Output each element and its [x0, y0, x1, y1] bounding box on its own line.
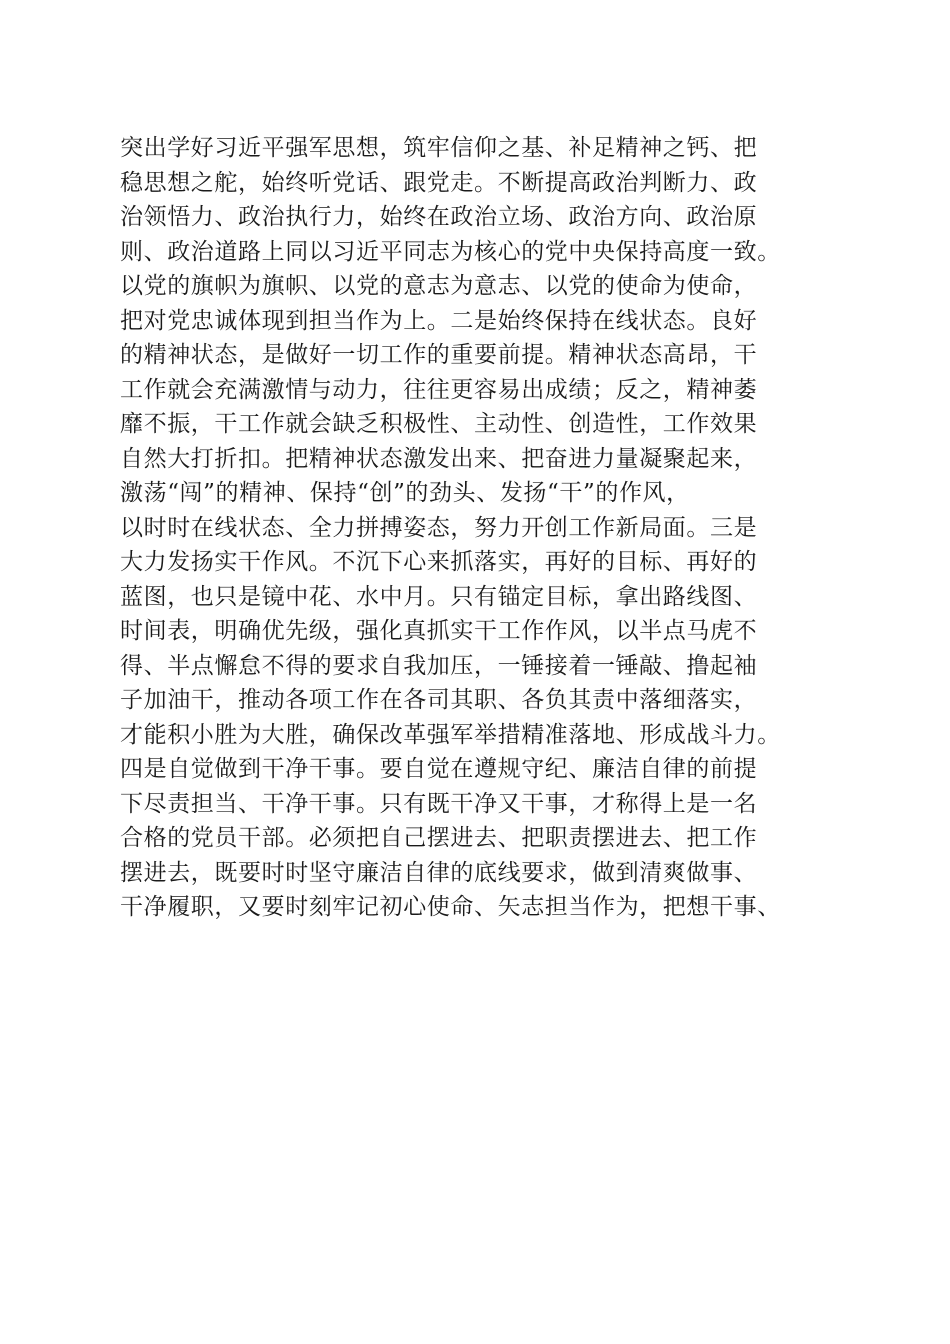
text-line: 则、政治道路上同以习近平同志为核心的党中央保持高度一致。	[120, 238, 781, 265]
text-line: 合格的党员干部。必须把自己摆进去、把职责摆进去、把工作	[120, 825, 758, 851]
text-line: 稳思想之舵，始终听党话、跟党走。不断提高政治判断力、政	[120, 169, 758, 196]
text-line: 治领悟力、政治执行力，始终在政治立场、政治方向、政治原	[120, 204, 758, 230]
text-line: 四是自觉做到干净干事。要自觉在遵规守纪、廉洁自律的前提	[120, 756, 758, 782]
text-line: 子加油干，推动各项工作在各司其职、各负其责中落细落实，	[120, 687, 758, 713]
text-line: 自然大打折扣。把精神状态激发出来、把奋进力量凝聚起来，	[120, 445, 758, 472]
text-line: 以时时在线状态、全力拼搏姿态，努力开创工作新局面。三是	[120, 514, 758, 541]
text-line: 靡不振，干工作就会缺乏积极性、主动性、创造性，工作效果	[120, 411, 758, 437]
text-line: 工作就会充满激情与动力，往往更容易出成绩；反之，精神萎	[120, 376, 758, 403]
text-line: 干净履职，又要时刻牢记初心使命、矢志担当作为，把想干事、	[120, 894, 781, 920]
text-line: 时间表，明确优先级，强化真抓实干工作作风，以半点马虎不	[120, 618, 758, 644]
text-line: 得、半点懈怠不得的要求自我加压，一锤接着一锤敲、撸起袖	[120, 652, 758, 679]
text-line: 的精神状态，是做好一切工作的重要前提。精神状态高昂，干	[120, 342, 758, 368]
text-line: 摆进去，既要时时坚守廉洁自律的底线要求，做到清爽做事、	[120, 859, 758, 886]
text-line: 下尽责担当、干净干事。只有既干净又干事，才称得上是一名	[120, 790, 758, 817]
text-line: 大力发扬实干作风。不沉下心来抓落实，再好的目标、再好的	[120, 549, 758, 575]
text-line: 突出学好习近平强军思想，筑牢信仰之基、补足精神之钙、把	[120, 135, 758, 161]
text-line: 激荡“闯”的精神、保持“创”的劲头、发扬“干”的作风，	[120, 480, 690, 506]
text-line: 才能积小胜为大胜，确保改革强军举措精准落地、形成战斗力。	[120, 721, 781, 748]
body-text	[120, 131, 860, 925]
text-line: 以党的旗帜为旗帜、以党的意志为意志、以党的使命为使命，	[120, 273, 758, 299]
text-line: 蓝图，也只是镜中花、水中月。只有锚定目标，拿出路线图、	[120, 583, 758, 610]
text-line: 把对党忠诚体现到担当作为上。二是始终保持在线状态。良好	[120, 307, 758, 334]
